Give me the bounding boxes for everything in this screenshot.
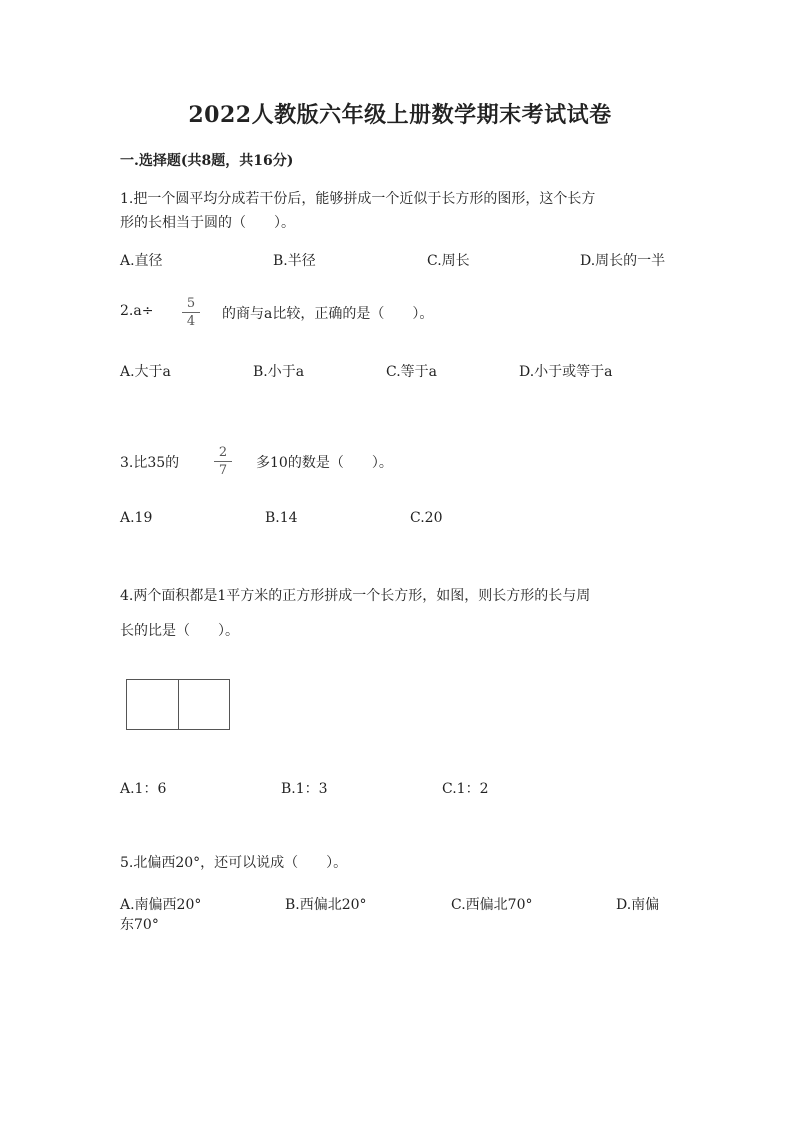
fraction-bar — [182, 312, 200, 313]
question-4-option-b: B.1：3 — [281, 781, 328, 797]
two-squares-figure — [126, 679, 230, 730]
question-5-option-b: B.西偏北20° — [285, 897, 367, 913]
fraction-numerator: 5 — [186, 296, 196, 311]
fraction-denominator: 7 — [218, 463, 228, 478]
fraction-numerator: 2 — [218, 445, 228, 460]
question-4-option-a: A.1：6 — [120, 781, 167, 797]
question-2-option-a: A.大于a — [120, 364, 171, 380]
fraction-bar — [214, 461, 232, 462]
question-1-option-b: B.半径 — [273, 253, 316, 269]
question-3-fraction — [214, 445, 232, 478]
question-1-line-2: 形的长相当于圆的（ ）。 — [120, 215, 295, 231]
question-3-option-a: A.19 — [120, 510, 153, 526]
question-4-line-2: 长的比是（ ）。 — [120, 623, 239, 639]
question-3-prefix: 3.比35的 — [120, 455, 180, 471]
question-1-option-c: C.周长 — [427, 253, 470, 269]
question-1-line-1: 1.把一个圆平均分成若干份后，能够拼成一个近似于长方形的图形，这个长方 — [120, 191, 596, 207]
question-5-line-1: 5.北偏西20°，还可以说成（ ）。 — [120, 855, 348, 871]
question-3-option-b: B.14 — [265, 510, 298, 526]
question-1-option-a: A.直径 — [120, 253, 163, 269]
question-2-fraction — [182, 296, 200, 329]
question-4-line-1: 4.两个面积都是1平方米的正方形拼成一个长方形，如图，则长方形的长与周 — [120, 588, 591, 604]
question-3-option-c: C.20 — [410, 510, 443, 526]
question-2-prefix: 2.a÷ — [120, 303, 154, 319]
question-4-option-c: C.1：2 — [442, 781, 489, 797]
question-5-option-c: C.西偏北70° — [451, 897, 533, 913]
question-2-suffix: 的商与a比较，正确的是（ ）。 — [222, 306, 434, 322]
question-3-suffix: 多10的数是（ ）。 — [256, 455, 393, 471]
section-heading: 一.选择题(共8题，共16分) — [120, 153, 294, 169]
question-5-option-a: A.南偏西20° — [120, 897, 202, 913]
question-5-option-d: D.南偏 — [616, 897, 660, 913]
question-2-option-d: D.小于或等于a — [519, 364, 613, 380]
page-title: 2022人教版六年级上册数学期末考试试卷 — [188, 102, 612, 128]
question-2-option-c: C.等于a — [386, 364, 438, 380]
question-2-option-b: B.小于a — [253, 364, 305, 380]
fraction-denominator: 4 — [186, 314, 196, 329]
square-divider-line — [178, 680, 179, 729]
question-1-option-d: D.周长的一半 — [580, 253, 666, 269]
question-5-option-d-wrap: 东70° — [120, 917, 159, 933]
